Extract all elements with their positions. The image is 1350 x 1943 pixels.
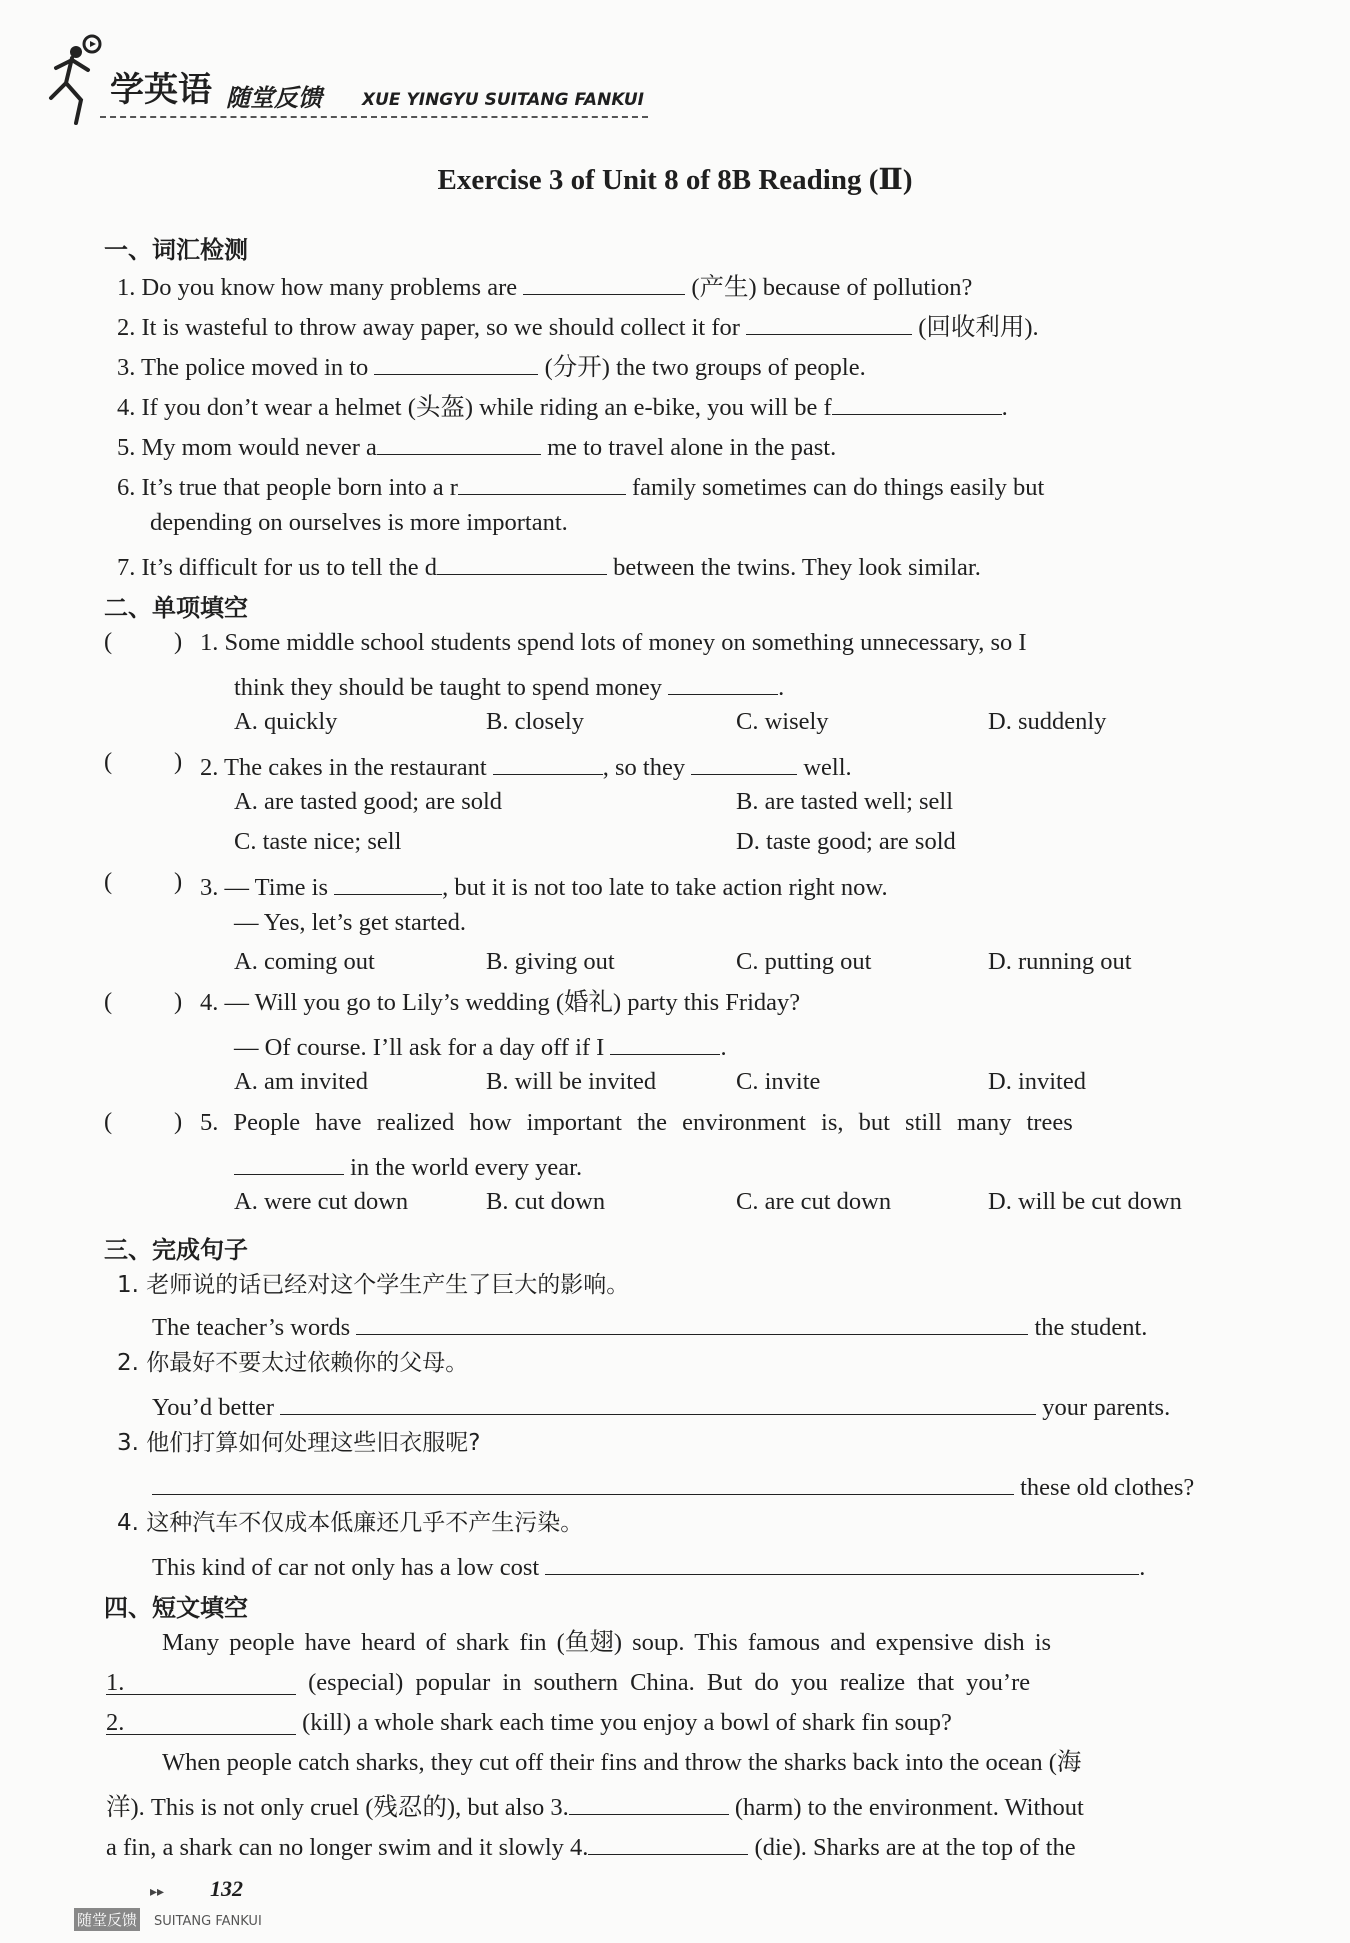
sentence-q3-cn: 3. 他们打算如何处理这些旧衣服呢?: [117, 1430, 481, 1456]
answer-blank[interactable]: [545, 1548, 1139, 1575]
answer-blank[interactable]: [437, 548, 607, 575]
answer-blank[interactable]: [334, 868, 442, 895]
page-number: 132: [210, 1876, 243, 1901]
answer-paren-right: ): [174, 748, 183, 775]
option-c[interactable]: C. putting out: [736, 948, 872, 975]
vocab-q6: 6. It’s true that people born into a r family sometimes can do things easily but: [117, 468, 1044, 503]
answer-paren-left[interactable]: (: [104, 868, 113, 895]
answer-paren-left[interactable]: (: [104, 988, 113, 1015]
passage-line: a fin, a shark can no longer swim and it slowly 4. (die). Sharks are at the top of the: [106, 1828, 1076, 1863]
sentence-q1: The teacher’s words the student.: [152, 1308, 1147, 1343]
option-d[interactable]: D. running out: [988, 948, 1132, 975]
mc-q4-reply: — Of course. I’ll ask for a day off if I .: [234, 1028, 727, 1063]
answer-blank[interactable]: [280, 1388, 1036, 1415]
logo-pinyin: XUE YINGYU SUITANG FANKUI: [362, 90, 645, 110]
mc-q1-cont: think they should be taught to spend money .: [234, 668, 784, 703]
answer-paren-left[interactable]: (: [104, 1108, 113, 1135]
mc-q5: 5. People have realized how important the environment is, but still many trees: [200, 1109, 1073, 1136]
sentence-q4-cn: 4. 这种汽车不仅成本低廉还几乎不产生污染。: [117, 1510, 584, 1536]
mc-q1: 1. Some middle school students spend lots of money on something unnecessary, so I: [200, 629, 1027, 656]
passage-line: 洋). This is not only cruel (残忍的), but also 3. (harm) to the environment. Without: [106, 1788, 1084, 1823]
answer-paren-right: ): [174, 988, 183, 1015]
mc-q2: 2. The cakes in the restaurant , so they well.: [200, 748, 852, 783]
option-a[interactable]: A. am invited: [234, 1068, 369, 1095]
option-d[interactable]: D. suddenly: [988, 708, 1107, 735]
runner-logo-icon: [36, 28, 116, 128]
answer-blank[interactable]: 2.: [106, 1708, 296, 1735]
option-d[interactable]: D. will be cut down: [988, 1188, 1182, 1215]
answer-paren-right: ): [174, 628, 183, 655]
vocab-q7: 7. It’s difficult for us to tell the d between the twins. They look similar.: [117, 548, 981, 583]
answer-blank[interactable]: [234, 1148, 344, 1175]
footer-label-cn: 随堂反馈: [74, 1908, 140, 1931]
section-heading: 三、完成句子: [104, 1236, 248, 1264]
answer-paren-right: ): [174, 868, 183, 895]
option-a[interactable]: A. are tasted good; are sold: [234, 788, 503, 815]
sentence-q4: This kind of car not only has a low cost .: [152, 1548, 1145, 1583]
section-heading: 一、词汇检测: [104, 236, 248, 264]
answer-blank[interactable]: [588, 1828, 748, 1855]
vocab-q3: 3. The police moved in to (分开) the two groups of people.: [117, 348, 866, 383]
answer-blank[interactable]: [377, 428, 541, 455]
answer-blank[interactable]: [569, 1788, 729, 1815]
sentence-q2-cn: 2. 你最好不要太过依赖你的父母。: [117, 1350, 469, 1376]
option-b[interactable]: B. closely: [486, 708, 584, 735]
option-a[interactable]: A. quickly: [234, 708, 338, 735]
vocab-q5: 5. My mom would never a me to travel alone in the past.: [117, 428, 836, 463]
answer-paren-left[interactable]: (: [104, 748, 113, 775]
mc-q4: 4. — Will you go to Lily’s wedding (婚礼) party this Friday?: [200, 989, 801, 1016]
answer-paren-right: ): [174, 1108, 183, 1135]
answer-blank[interactable]: [152, 1468, 1014, 1495]
option-b[interactable]: B. are tasted well; sell: [736, 788, 954, 815]
logo-text: 学英语: [110, 70, 212, 110]
option-d[interactable]: D. invited: [988, 1068, 1086, 1095]
answer-paren-left[interactable]: (: [104, 628, 113, 655]
header-divider: [100, 116, 648, 118]
section-heading: 二、单项填空: [104, 594, 248, 622]
answer-blank[interactable]: [668, 668, 778, 695]
answer-blank[interactable]: [691, 748, 797, 775]
option-a[interactable]: A. coming out: [234, 948, 375, 975]
vocab-q1: 1. Do you know how many problems are (产生) because of pollution?: [117, 268, 972, 303]
passage-line: 2. (kill) a whole shark each time you enjoy a bowl of shark fin soup?: [106, 1709, 952, 1736]
passage-line: When people catch sharks, they cut off their fins and throw the sharks back into the ocean (海: [162, 1749, 1082, 1776]
sentence-q2: You’d better your parents.: [152, 1388, 1170, 1423]
mc-q3-reply: — Yes, let’s get started.: [234, 909, 467, 936]
option-b[interactable]: B. giving out: [486, 948, 615, 975]
answer-blank[interactable]: 1.: [106, 1668, 296, 1695]
vocab-q2: 2. It is wasteful to throw away paper, so we should collect it for (回收利用).: [117, 308, 1039, 343]
logo-subtext: 随堂反馈: [226, 84, 322, 112]
answer-blank[interactable]: [493, 748, 603, 775]
mc-q5-cont: in the world every year.: [234, 1148, 582, 1183]
answer-blank[interactable]: [356, 1308, 1028, 1335]
vocab-q6-cont: depending on ourselves is more important.: [150, 509, 568, 536]
option-b[interactable]: B. cut down: [486, 1188, 606, 1215]
answer-blank[interactable]: [610, 1028, 720, 1055]
option-c[interactable]: C. are cut down: [736, 1188, 892, 1215]
answer-blank[interactable]: [746, 308, 912, 335]
sentence-q3: these old clothes?: [152, 1468, 1194, 1503]
arrow-icon: ▸▸: [150, 1885, 165, 1900]
answer-blank[interactable]: [832, 388, 1002, 415]
answer-blank[interactable]: [374, 348, 538, 375]
answer-blank[interactable]: [458, 468, 626, 495]
mc-q3: 3. — Time is , but it is not too late to take action right now.: [200, 868, 888, 903]
sentence-q1-cn: 1. 老师说的话已经对这个学生产生了巨大的影响。: [117, 1272, 630, 1298]
page-title: Exercise 3 of Unit 8 of 8B Reading (Ⅱ): [437, 164, 913, 196]
passage-line: Many people have heard of shark fin (鱼翅) soup. This famous and expensive dish is: [162, 1629, 1052, 1656]
option-d[interactable]: D. taste good; are sold: [736, 828, 956, 855]
footer-label-en: SUITANG FANKUI: [154, 1914, 262, 1929]
passage-line: 1. (especial) popular in southern China. But do you realize that you’re: [106, 1669, 1031, 1696]
section-heading: 四、短文填空: [104, 1594, 248, 1622]
option-c[interactable]: C. invite: [736, 1068, 821, 1095]
answer-blank[interactable]: [523, 268, 685, 295]
option-c[interactable]: C. taste nice; sell: [234, 828, 402, 855]
vocab-q4: 4. If you don’t wear a helmet (头盔) while riding an e-bike, you will be f .: [117, 388, 1008, 423]
option-b[interactable]: B. will be invited: [486, 1068, 657, 1095]
option-a[interactable]: A. were cut down: [234, 1188, 409, 1215]
option-c[interactable]: C. wisely: [736, 708, 829, 735]
